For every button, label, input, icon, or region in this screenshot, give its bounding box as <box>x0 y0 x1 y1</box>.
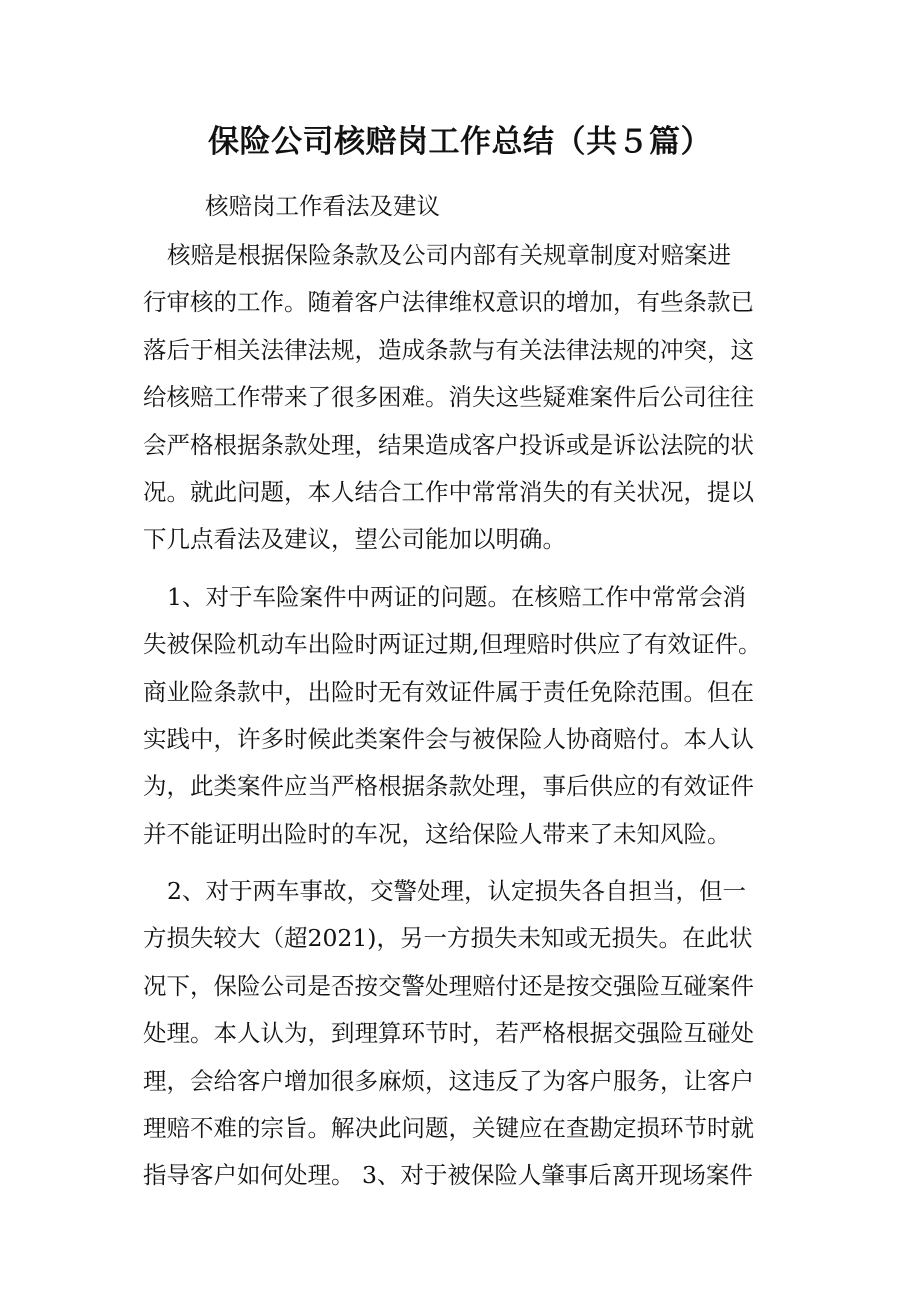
text-line: 2、对于两车事故，交警处理，认定损失各自担当，但一 <box>167 877 746 906</box>
text-line: 会严格根据条款处理，结果造成客户投诉或是诉讼法院的状 <box>143 430 754 459</box>
paragraph-1 <box>143 232 783 564</box>
text-line: 况。就此问题，本人结合工作中常常消失的有关状况，提以 <box>143 477 754 506</box>
text-line: 1、对于车险案件中两证的问题。在核赔工作中常常会消 <box>167 582 746 611</box>
text-line: 为，此类案件应当严格根据条款处理，事后供应的有效证件 <box>143 772 754 801</box>
text-line: 理，会给客户增加很多麻烦，这违反了为客户服务，让客户 <box>143 1066 754 1095</box>
text-line: 实践中，许多时候此类案件会与被保险人协商赔付。本人认 <box>143 724 754 753</box>
document-title: 保险公司核赔岗工作总结（共５篇） <box>208 124 712 160</box>
text-line: 指导客户如何处理。 3、对于被保险人肇事后离开现场案件 <box>143 1161 753 1190</box>
text-line: 处理。本人认为，到理算环节时，若严格根据交强险互碰处 <box>143 1019 754 1048</box>
document-subtitle: 核赔岗工作看法及建议 <box>205 192 440 220</box>
document-body <box>143 232 783 1200</box>
paragraph-gap <box>143 564 783 574</box>
text-line: 商业险条款中，出险时无有效证件属于责任免除范围。但在 <box>143 677 754 706</box>
text-line: 落后于相关法律法规，造成条款与有关法律法规的冲突，这 <box>143 335 754 364</box>
paragraph-3 <box>143 868 783 1200</box>
text-line: 给核赔工作带来了很多困难。消失这些疑难案件后公司往往 <box>143 383 754 412</box>
paragraph-2 <box>143 574 783 858</box>
text-line: 方损失较大（超2021)，另一方损失未知或无损失。在此状 <box>143 924 753 953</box>
text-line: 并不能证明出险时的车况，这给保险人带来了未知风险。 <box>143 819 731 848</box>
paragraph-gap <box>143 858 783 868</box>
text-line: 下几点看法及建议，望公司能加以明确。 <box>143 525 566 554</box>
text-line: 行审核的工作。随着客户法律维权意识的增加，有些条款已 <box>143 288 754 317</box>
text-line: 核赔是根据保险条款及公司内部有关规章制度对赔案进 <box>167 241 731 269</box>
text-line: 理赔不难的宗旨。解决此问题，关键应在查勘定损环节时就 <box>143 1114 754 1143</box>
text-line: 失被保险机动车出险时两证过期,但理赔时供应了有效证件。 <box>143 630 762 659</box>
text-line: 况下，保险公司是否按交警处理赔付还是按交强险互碰案件 <box>143 971 754 1000</box>
